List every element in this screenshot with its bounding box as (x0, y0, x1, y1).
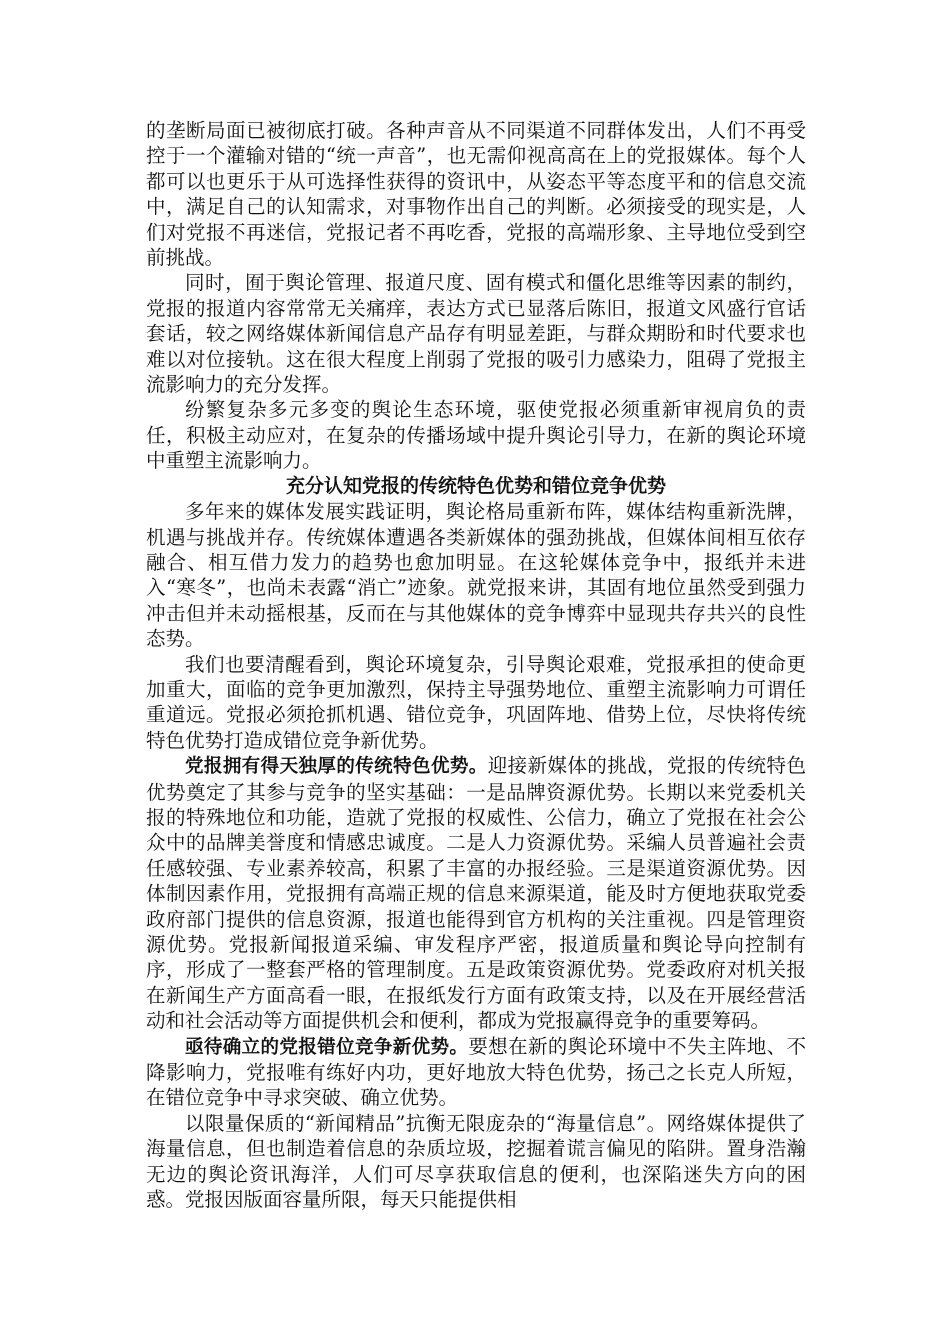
paragraph-7 (146, 1034, 806, 1111)
paragraph-4: 多年来的媒体发展实践证明，舆论格局重新布阵，媒体结构重新洗牌，机遇与挑战并存。传统媒体遭遇各类新媒体的强劲挑战，但媒体间相互依存融合、相互借力发力的趋势也愈加明显。在这轮媒体竞争中，报纸并未进入“寒冬”，也尚未表露“消亡”迹象。就党报来讲，其固有地位虽然受到强力冲击但并未动摇根基，反而在与其他媒体的竞争博弈中显现共存共兴的良性态势。 (146, 500, 806, 651)
paragraph-5: 我们也要清醒看到，舆论环境复杂，引导舆论艰难，党报承担的使命更加重大，面临的竞争更加激烈，保持主导强势地位、重塑主流影响力可谓任重道远。党报必须抢抓机遇、错位竞争，巩固阵地、借势上位，尽快将传统特色优势打造成错位竞争新优势。 (146, 652, 806, 752)
paragraph-6-lead: 党报拥有得天独厚的传统特色优势。 (185, 756, 488, 778)
paragraph-7-body: 要想在新的舆论环境中不失主阵地、不降影响力，党报唯有练好内功，更好地放大特色优势，扬己之长克人所短，在错位竞争中寻求突破、确立优势。 (146, 1034, 806, 1110)
paragraph-7-lead: 亟待确立的党报错位竞争新优势。 (185, 1036, 469, 1058)
paragraph-6-body: 迎接新媒体的挑战，党报的传统特色优势奠定了其参与竞争的坚实基础：一是品牌资源优势。长期以来党委机关报的特殊地位和功能，造就了党报的权威性、公信力，确立了党报在社会公众中的品牌美誉度和情感忠诚度。二是人力资源优势。采编人员普遍社会责任感较强、专业素养较高，积累了丰富的办报经验。三是渠道资源优势。因体制因素作用，党报拥有高端正规的信息来源渠道，能及时方便地获取党委政府部门提供的信息资源，报道也能得到官方机构的关注重视。四是管理资源优势。党报新闻报道采编、审发程序严密，报道质量和舆论导向控制有序，形成了一整套严格的管理制度。五是政策资源优势。党委政府对机关报在新闻生产方面高看一眼，在报纸发行方面有政策支持，以及在开展经营活动和社会活动等方面提供机会和便利，都成为党报赢得竞争的重要筹码。 (146, 754, 806, 1033)
section-heading: 充分认知党报的传统特色优势和错位竞争优势 (285, 474, 666, 497)
paragraph-8: 以限量保质的“新闻精品”抗衡无限庞杂的“海量信息”。网络媒体提供了海量信息，但也制造着信息的杂质垃圾，挖掘着谎言偏见的陷阱。置身浩瀚无边的舆论资讯海洋，人们可尽享获取信息的便利，也深陷迷失方向的困惑。党报因版面容量所限，每天只能提供相 (146, 1111, 806, 1212)
document-page (146, 118, 806, 1212)
paragraph-1: 的垄断局面已被彻底打破。各种声音从不同渠道不同群体发出，人们不再受控于一个灌输对错的“统一声音”，也无需仰视高高在上的党报媒体。每个人都可以也更乐于从可选择性获得的资讯中，从姿态平等态度平和的信息交流中，满足自己的认知需求，对事物作出自己的判断。必须接受的现实是，人们对党报不再迷信，党报记者不再吃香，党报的高端形象、主导地位受到空前挑战。 (146, 119, 806, 270)
paragraph-3: 纷繁复杂多元多变的舆论生态环境，驱使党报必须重新审视肩负的责任，积极主动应对，在复杂的传播场域中提升舆论引导力，在新的舆论环境中重塑主流影响力。 (146, 398, 806, 473)
paragraph-6 (146, 753, 806, 1033)
paragraph-2: 同时，囿于舆论管理、报道尺度、固有模式和僵化思维等因素的制约，党报的报道内容常常无关痛痒，表达方式已显落后陈旧，报道文风盛行官话套话，较之网络媒体新闻信息产品存有明显差距，与群众期盼和时代要求也难以对位接轨。这在很大程度上削弱了党报的吸引力感染力，阻碍了党报主流影响力的充分发挥。 (146, 271, 806, 397)
